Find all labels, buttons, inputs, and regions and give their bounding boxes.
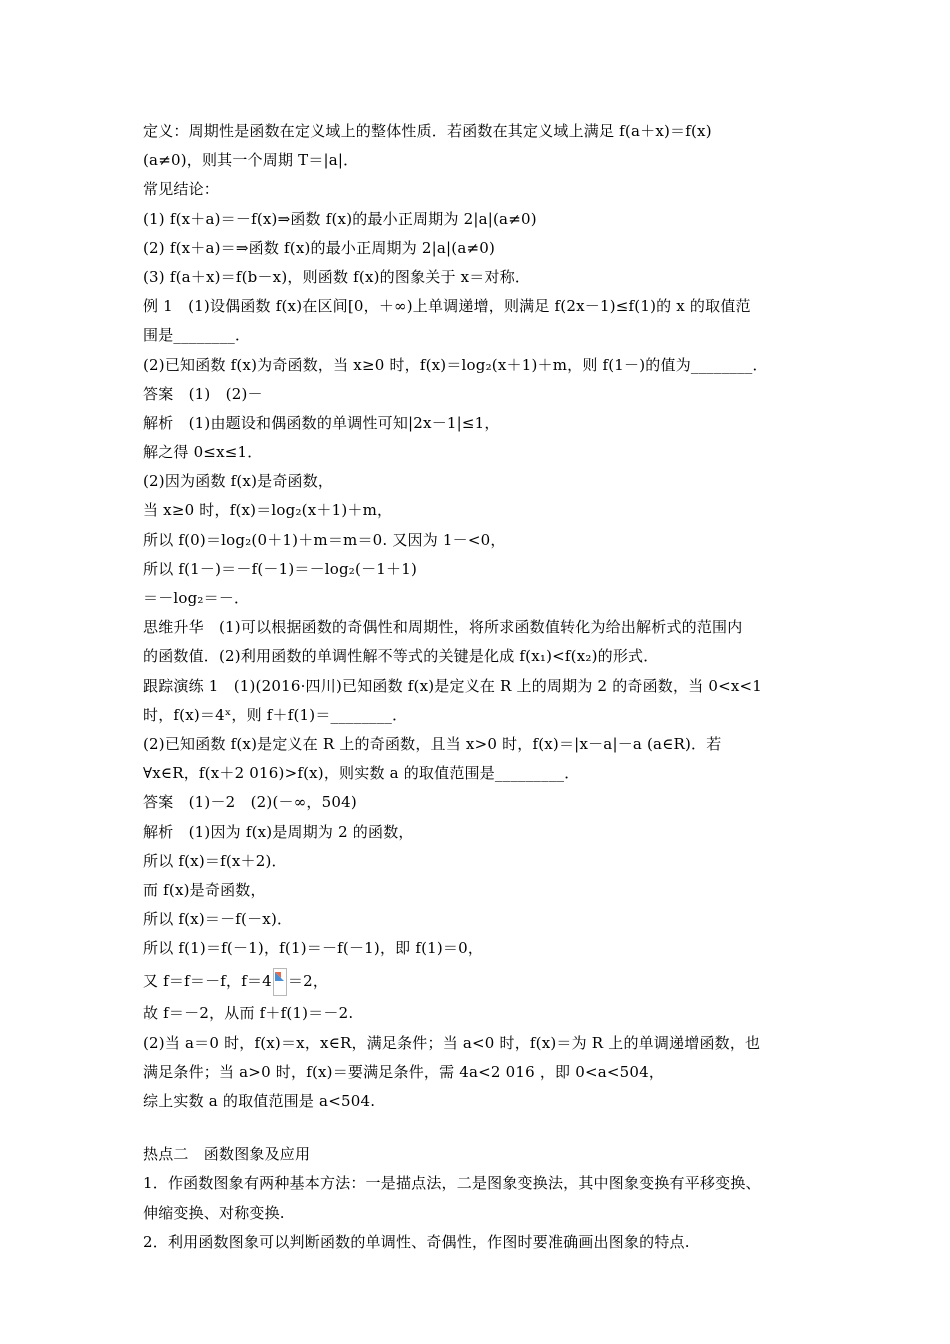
paragraph-gap <box>143 1116 813 1140</box>
text-line: 的函数值．(2)利用函数的单调性解不等式的关键是化成 f(x₁)<f(x₂)的形式． <box>143 647 659 666</box>
text-line: 所以 f(x)＝f(x＋2)． <box>143 851 287 870</box>
analysis-line: 解析 (1)因为 f(x)是周期为 2 的函数， <box>143 822 414 841</box>
text-line: ∀x∈R，f(x＋2 016)>f(x)，则实数 a 的取值范围是_________． <box>143 764 580 783</box>
text-line: 所以 f(0)＝log₂(0＋1)＋m＝m＝0. 又因为 1－<0， <box>143 530 506 549</box>
summary-line: 思维升华 (1)可以根据函数的奇偶性和周期性，将所求函数值转化为给出解析式的范围内 <box>143 618 743 637</box>
text-line: 所以 f(x)＝－f(－x)． <box>143 910 293 929</box>
text-line: 故 f＝－2，从而 f＋f(1)＝－2. <box>143 1004 354 1023</box>
text-line: 所以 f(1－)＝－f(－1)＝－log₂(－1＋1) <box>143 559 418 578</box>
text-line: (2)已知函数 f(x)是定义在 R 上的奇函数，且当 x>0 时，f(x)＝|x－a|－a (a∈R)．若 <box>143 734 722 753</box>
answer-line: 答案 (1)－2 (2)(－∞，504) <box>143 793 357 812</box>
practice-line: 跟踪演练 1 (1)(2016·四川)已知函数 f(x)是定义在 R 上的周期为 2 的奇函数，当 0<x<1 <box>143 676 763 695</box>
text-line: (2)当 a＝0 时，f(x)＝x，x∈R，满足条件；当 a<0 时，f(x)＝为 R 上的单调递增函数，也 <box>143 1033 761 1052</box>
text-segment: 又 f＝f＝－f，f＝4 <box>143 972 272 991</box>
analysis-line: 解析 (1)由题设和偶函数的单调性可知|2x－1|≤1， <box>143 413 500 432</box>
text-line: 定义：周期性是函数在定义域上的整体性质．若函数在其定义域上满足 f(a＋x)＝f(x) <box>143 122 712 140</box>
text-line: 满足条件；当 a>0 时，f(x)＝要满足条件，需 4a<2 016 ，即 0<a<504， <box>143 1062 665 1081</box>
text-line: (3) f(a＋x)＝f(b－x)，则函数 f(x)的图象关于 x＝对称． <box>143 267 531 286</box>
text-line: 当 x≥0 时，f(x)＝log₂(x＋1)＋m， <box>143 501 393 520</box>
text-line: 围是________． <box>143 326 251 345</box>
text-line: 时，f(x)＝4ˣ，则 f＋f(1)＝________． <box>143 705 408 724</box>
text-line: 解之得 0≤x≤1． <box>143 443 263 462</box>
text-line: 所以 f(1)＝f(－1)，f(1)＝－f(－1)，即 f(1)＝0， <box>143 939 484 958</box>
text-segment: ＝2， <box>287 972 329 991</box>
text-line: 2．利用函数图象可以判断函数的单调性、奇偶性，作图时要准确画出图象的特点. <box>143 1232 690 1251</box>
text-line: 伸缩变换、对称变换. <box>143 1203 285 1222</box>
text-line: 综上实数 a 的取值范围是 a<504. <box>143 1092 376 1110</box>
text-line: ＝－log₂＝－． <box>143 589 250 607</box>
text-line: 例 1 (1)设偶函数 f(x)在区间[0，＋∞)上单调递增，则满足 f(2x－1)≤f(1)的 x 的取值范 <box>143 297 751 316</box>
answer-line: 答案 (1) (2)－ <box>143 384 263 403</box>
text-line: (1) f(x＋a)＝－f(x)⇒函数 f(x)的最小正周期为 2|a|(a≠0) <box>143 209 537 228</box>
text-line: 1．作函数图象有两种基本方法：一是描点法，二是图象变换法，其中图象变换有平移变换、 <box>143 1174 761 1193</box>
document-body <box>143 117 813 1257</box>
text-line: (2)已知函数 f(x)为奇函数，当 x≥0 时，f(x)＝log₂(x＋1)＋m，则 f(1－)的值为________． <box>143 355 768 374</box>
section-heading: 热点二 函数图象及应用 <box>143 1145 311 1164</box>
text-line: (a≠0)，则其一个周期 T＝|a|． <box>143 151 359 170</box>
text-line: 而 f(x)是奇函数， <box>143 880 266 899</box>
text-line-with-image <box>143 963 813 999</box>
broken-image-icon <box>273 968 287 996</box>
text-line: (2)因为函数 f(x)是奇函数， <box>143 472 334 491</box>
text-line: 常见结论： <box>143 180 220 199</box>
text-line: (2) f(x＋a)＝⇒函数 f(x)的最小正周期为 2|a|(a≠0) <box>143 238 496 257</box>
